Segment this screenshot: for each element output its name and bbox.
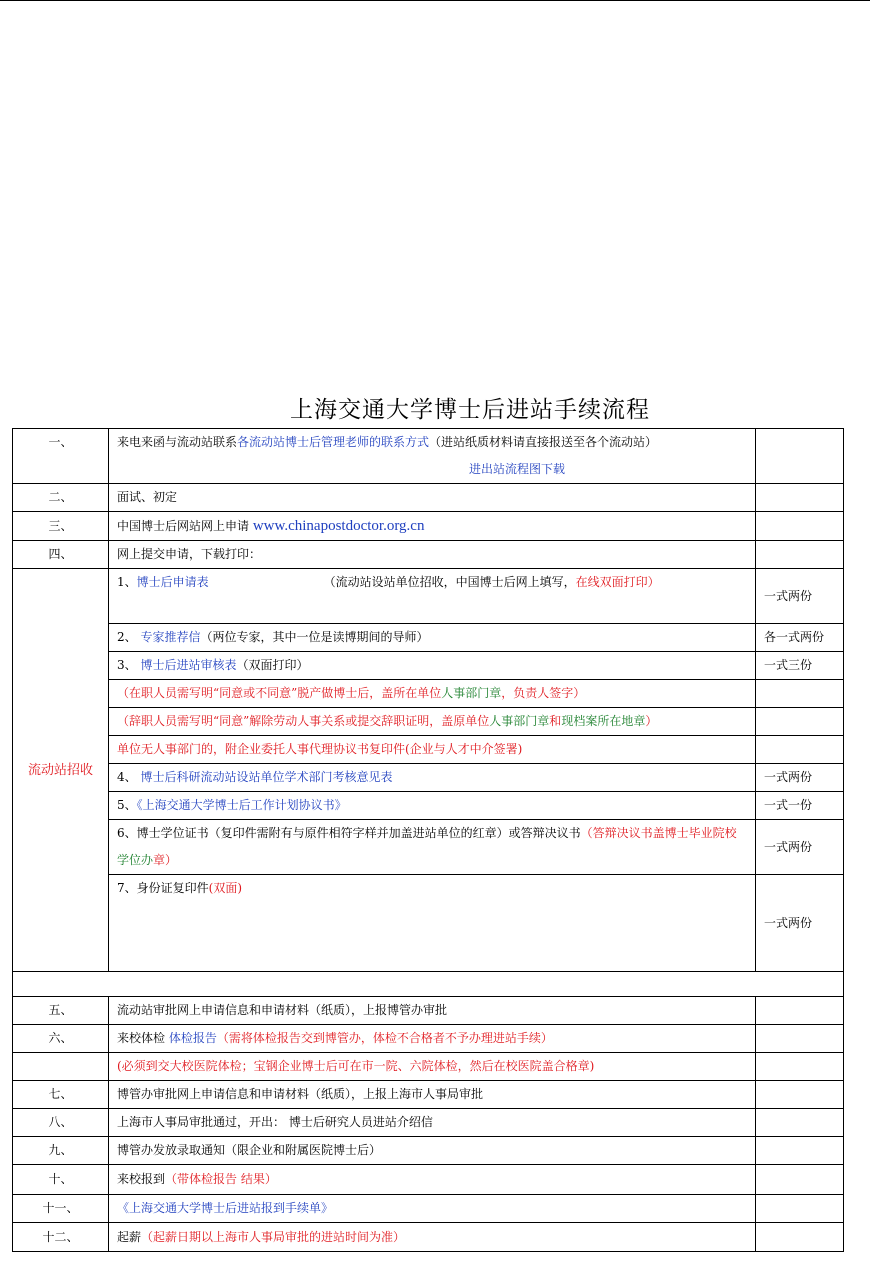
copies-cell: 一式两份 [756, 820, 844, 875]
health-report-link[interactable]: 体检报告 [168, 1031, 217, 1045]
table-row [13, 624, 844, 652]
copies-cell [756, 680, 844, 708]
copies-cell [756, 1081, 844, 1109]
step-content [109, 429, 756, 484]
note-highlight: 现档案所在地章 [561, 714, 646, 728]
copies-cell [756, 512, 844, 541]
item-note: （双面打印） [236, 658, 309, 672]
item-index: 3、 [117, 658, 141, 672]
step-number: 五、 [13, 997, 109, 1025]
step-number: 十一、 [13, 1195, 109, 1223]
contact-link[interactable]: 各流动站博士后管理老师的联系方式 [237, 435, 430, 449]
work-plan-link[interactable]: 《上海交通大学博士后工作计划协议书》 [136, 798, 347, 812]
step-content [109, 820, 756, 875]
item-note-red: 在线双面打印） [575, 575, 660, 589]
step-content [109, 1195, 756, 1223]
step-content [109, 512, 756, 541]
assessment-form-link[interactable]: 博士后科研流动站设站单位学术部门考核意见表 [140, 770, 393, 784]
table-row [13, 1195, 844, 1223]
item-note-red: （答辩决议书盖博士毕业院校 [580, 826, 737, 840]
step-content [109, 1223, 756, 1252]
note-text: 和 [549, 714, 562, 728]
step-text: 来电来函与流动站联系 [117, 435, 238, 449]
side-label: 流动站招收 [13, 569, 109, 972]
copies-cell [756, 1053, 844, 1081]
step-content: (必须到交大校医院体检；宝钢企业博士后可在市一院、六院体检，然后在校医院盖合格章) [109, 1053, 756, 1081]
table-row [13, 1025, 844, 1053]
step-content: 面试、初定 [109, 484, 756, 512]
step-number: 七、 [13, 1081, 109, 1109]
copies-cell [756, 708, 844, 736]
item-note-green: 学位办 [117, 853, 154, 867]
table-row [13, 764, 844, 792]
table-row [13, 736, 844, 764]
step-content [109, 1025, 756, 1053]
step-content: 博管办审批网上申请信息和申请材料（纸质），上报上海市人事局审批 [109, 1081, 756, 1109]
step-content: 博管办发放录取通知（限企业和附属医院博士后） [109, 1137, 756, 1165]
table-row [13, 875, 844, 972]
item-index: 2、 [117, 630, 141, 644]
copies-cell: 一式一份 [756, 792, 844, 820]
step-text: 来校报到 [117, 1172, 166, 1186]
step-number [13, 1053, 109, 1081]
note-highlight: 人事部门章 [441, 686, 502, 700]
flowchart-download-link[interactable]: 进出站流程图下载 [468, 462, 565, 476]
step-content [109, 569, 756, 624]
copies-cell [756, 429, 844, 484]
note-highlight: 人事部门章 [489, 714, 550, 728]
website-link[interactable]: www.chinapostdoctor.org.cn [252, 517, 425, 534]
procedure-table [12, 428, 844, 1252]
step-content: 上海市人事局审批通过，开出： 博士后研究人员进站介绍信 [109, 1109, 756, 1137]
table-row [13, 680, 844, 708]
step-text: 来校体检 [117, 1031, 169, 1045]
step-content [109, 624, 756, 652]
spacer-cell [13, 972, 844, 997]
step-text: 起薪 [117, 1229, 142, 1244]
item-index: 5、 [117, 798, 137, 812]
copies-cell: 一式三份 [756, 652, 844, 680]
step-content [109, 680, 756, 708]
note-text: ） [645, 714, 658, 728]
table-row [13, 1081, 844, 1109]
step-content: 单位无人事部门的，附企业委托人事代理协议书复印件(企业与人才中介签署) [109, 736, 756, 764]
copies-cell: 一式两份 [756, 875, 844, 972]
table-row [13, 1137, 844, 1165]
copies-cell: 各一式两份 [756, 624, 844, 652]
table-row [13, 569, 844, 624]
item-text: 7、身份证复印件 [117, 881, 209, 895]
copies-cell [756, 484, 844, 512]
table-row [13, 820, 844, 875]
step-note-red: （需将体检报告交到博管办，体检不合格者不予办理进站手续） [216, 1031, 553, 1045]
table-row [13, 1053, 844, 1081]
recommendation-letter-link[interactable]: 专家推荐信 [140, 630, 201, 644]
review-form-link[interactable]: 博士后进站审核表 [140, 658, 237, 672]
step-number: 二、 [13, 484, 109, 512]
step-content [109, 792, 756, 820]
step-content [109, 708, 756, 736]
table-row [13, 541, 844, 569]
item-index: 1、 [117, 575, 137, 589]
step-number: 六、 [13, 1025, 109, 1053]
step-number: 十、 [13, 1165, 109, 1195]
step-number: 八、 [13, 1109, 109, 1137]
step-number: 四、 [13, 541, 109, 569]
application-form-link[interactable]: 博士后申请表 [136, 575, 209, 589]
copies-cell [756, 1165, 844, 1195]
table-row [13, 652, 844, 680]
note-text: （辞职人员需写明“同意”解除劳动人事关系或提交辞职证明，盖原单位 [117, 714, 490, 728]
step-content: 流动站审批网上申请信息和申请材料（纸质），上报博管办审批 [109, 997, 756, 1025]
table-row [13, 1165, 844, 1195]
item-index: 4、 [117, 770, 141, 784]
copies-cell [756, 736, 844, 764]
step-content [109, 875, 756, 972]
step-content: 网上提交申请，下载打印： [109, 541, 756, 569]
copies-cell [756, 1223, 844, 1252]
step-number: 九、 [13, 1137, 109, 1165]
table-row [13, 1223, 844, 1252]
step-content [109, 652, 756, 680]
step-number: 三、 [13, 512, 109, 541]
table-row [13, 484, 844, 512]
copies-cell [756, 1109, 844, 1137]
copies-cell [756, 1025, 844, 1053]
step-note-red: （起薪日期以上海市人事局审批的进站时间为准） [141, 1229, 406, 1244]
item-note-red: (双面) [208, 881, 243, 895]
step-number: 一、 [13, 429, 109, 484]
item-note-red: 章） [153, 853, 178, 867]
step-text: 中国博士后网站网上申请 [117, 518, 253, 533]
registration-form-link[interactable]: 《上海交通大学博士后进站报到手续单》 [117, 1201, 334, 1215]
item-note: （流动站设站单位招收，中国博士后网上填写， [323, 575, 576, 589]
copies-cell [756, 997, 844, 1025]
copies-cell: 一式两份 [756, 569, 844, 624]
copies-cell [756, 1137, 844, 1165]
copies-cell [756, 1195, 844, 1223]
copies-cell: 一式两份 [756, 764, 844, 792]
table-row [13, 512, 844, 541]
table-row [13, 429, 844, 484]
table-row [13, 708, 844, 736]
copies-cell [756, 541, 844, 569]
table-row-spacer [13, 972, 844, 997]
top-rule [0, 0, 870, 1]
item-note: （两位专家，其中一位是读博期间的导师） [200, 630, 429, 644]
page-title: 上海交通大学博士后进站手续流程 [290, 397, 650, 423]
step-note-red: （带体检报告 结果） [165, 1172, 277, 1186]
step-number: 十二、 [13, 1223, 109, 1252]
table-row [13, 997, 844, 1025]
table-row [13, 1109, 844, 1137]
item-text: 6、博士学位证书（复印件需附有与原件相符字样并加盖进站单位的红章）或答辩决议书 [117, 826, 581, 840]
step-note: （进站纸质材料请直接报送至各个流动站） [429, 435, 658, 449]
note-text: ，负责人签字） [501, 686, 586, 700]
step-content [109, 764, 756, 792]
step-content [109, 1165, 756, 1195]
note-text: （在职人员需写明“同意或不同意”脱产做博士后，盖所在单位 [117, 686, 442, 700]
table-row [13, 792, 844, 820]
